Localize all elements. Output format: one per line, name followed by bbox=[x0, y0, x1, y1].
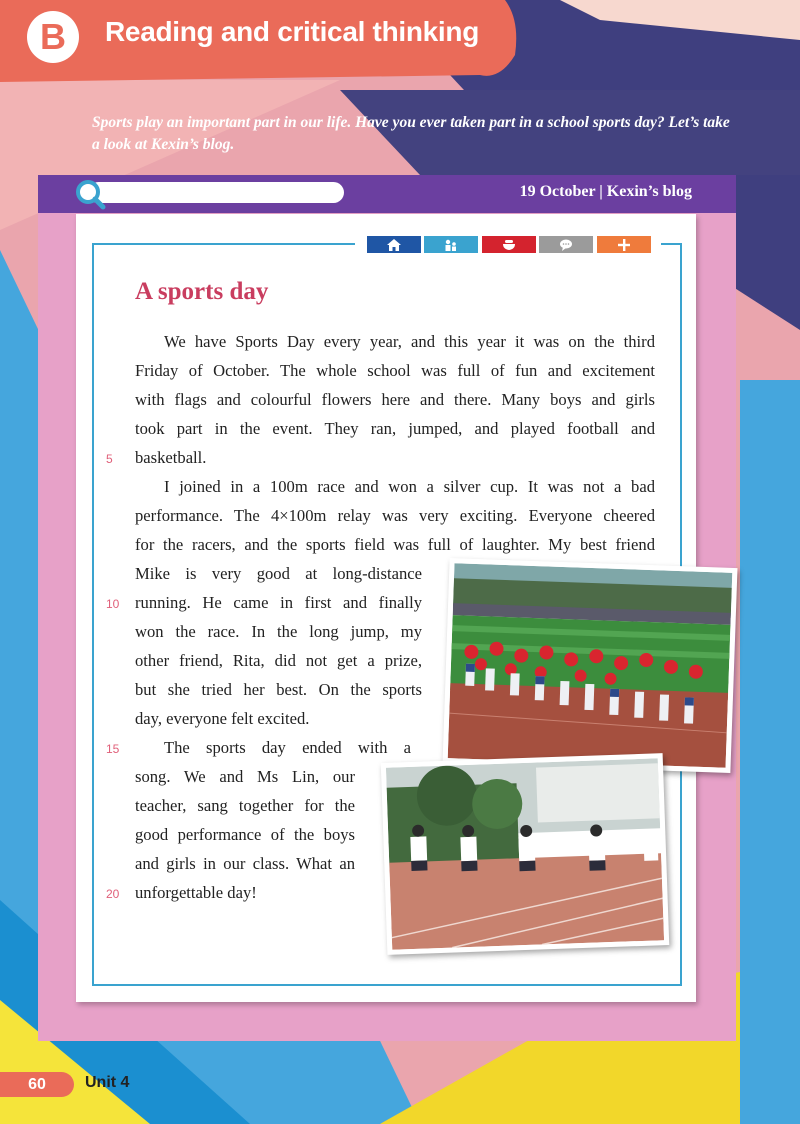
line-number: 10 bbox=[106, 597, 120, 611]
article-line: took part in the event. They ran, jumped, and played football and bbox=[135, 419, 655, 438]
nav-people-button[interactable] bbox=[424, 236, 478, 253]
article-line: and girls in our class. What an bbox=[135, 854, 355, 873]
section-badge: B bbox=[27, 11, 79, 63]
article-line: performance. The 4×100m relay was very exciting. Everyone cheered bbox=[135, 506, 655, 525]
article-line: good performance of the boys bbox=[135, 825, 355, 844]
nav-chat-button[interactable] bbox=[539, 236, 593, 253]
plus-icon bbox=[617, 239, 631, 251]
article-line: The sports day ended with a bbox=[164, 738, 411, 757]
article-line: with flags and colourful flowers here and there. Many boys and girls bbox=[135, 390, 655, 409]
nav-food-button[interactable] bbox=[482, 236, 536, 253]
article-line: running. He came in first and finally bbox=[135, 593, 422, 612]
section-title: Reading and critical thinking bbox=[105, 16, 480, 47]
article-line: unforgettable day! bbox=[135, 883, 257, 902]
article-line: We have Sports Day every year, and this year it was on the third bbox=[164, 332, 655, 351]
article-line: Friday of October. The whole school was full of fun and excitement bbox=[135, 361, 655, 380]
article-line: day, everyone felt excited. bbox=[135, 709, 310, 728]
page-number: 60 bbox=[0, 1072, 74, 1097]
intro-text: Sports play an important part in our life. Have you ever taken part in a school sports day? Let’s take a look at Kexin’s blog. bbox=[92, 114, 730, 153]
article-line: song. We and Ms Lin, our bbox=[135, 767, 355, 786]
search-input[interactable] bbox=[88, 182, 344, 203]
article-line: I joined in a 100m race and won a silver cup. It was not a bad bbox=[164, 477, 655, 496]
chat-icon bbox=[559, 239, 573, 251]
line-number: 20 bbox=[106, 887, 120, 901]
post-border-top-right bbox=[661, 243, 682, 245]
home-icon bbox=[387, 239, 401, 251]
article-line: other friend, Rita, did not get a prize, bbox=[135, 651, 422, 670]
line-number: 5 bbox=[106, 452, 113, 466]
article-line: Mike is very good at long-distance bbox=[135, 564, 422, 583]
photo-running-race bbox=[381, 753, 670, 955]
bowl-icon bbox=[502, 239, 516, 251]
photo-opening-ceremony bbox=[443, 558, 738, 773]
unit-label: Unit 4 bbox=[85, 1074, 130, 1091]
article-line: but she tried her best. On the sports bbox=[135, 680, 422, 699]
nav-home-button[interactable] bbox=[367, 236, 421, 253]
article-title: A sports day bbox=[135, 278, 269, 305]
article-line: basketball. bbox=[135, 448, 207, 467]
people-icon bbox=[444, 239, 458, 251]
article-line: won the race. In the long jump, my bbox=[135, 622, 422, 641]
nav-add-button[interactable] bbox=[597, 236, 651, 253]
post-border-top-left bbox=[92, 243, 355, 245]
article-line: for the racers, and the sports field was full of laughter. My best friend bbox=[135, 535, 655, 554]
blog-date: 19 October | Kexin’s blog bbox=[519, 183, 692, 200]
line-number: 15 bbox=[106, 742, 120, 756]
article-line: teacher, sang together for the bbox=[135, 796, 355, 815]
search-icon[interactable] bbox=[74, 178, 106, 210]
